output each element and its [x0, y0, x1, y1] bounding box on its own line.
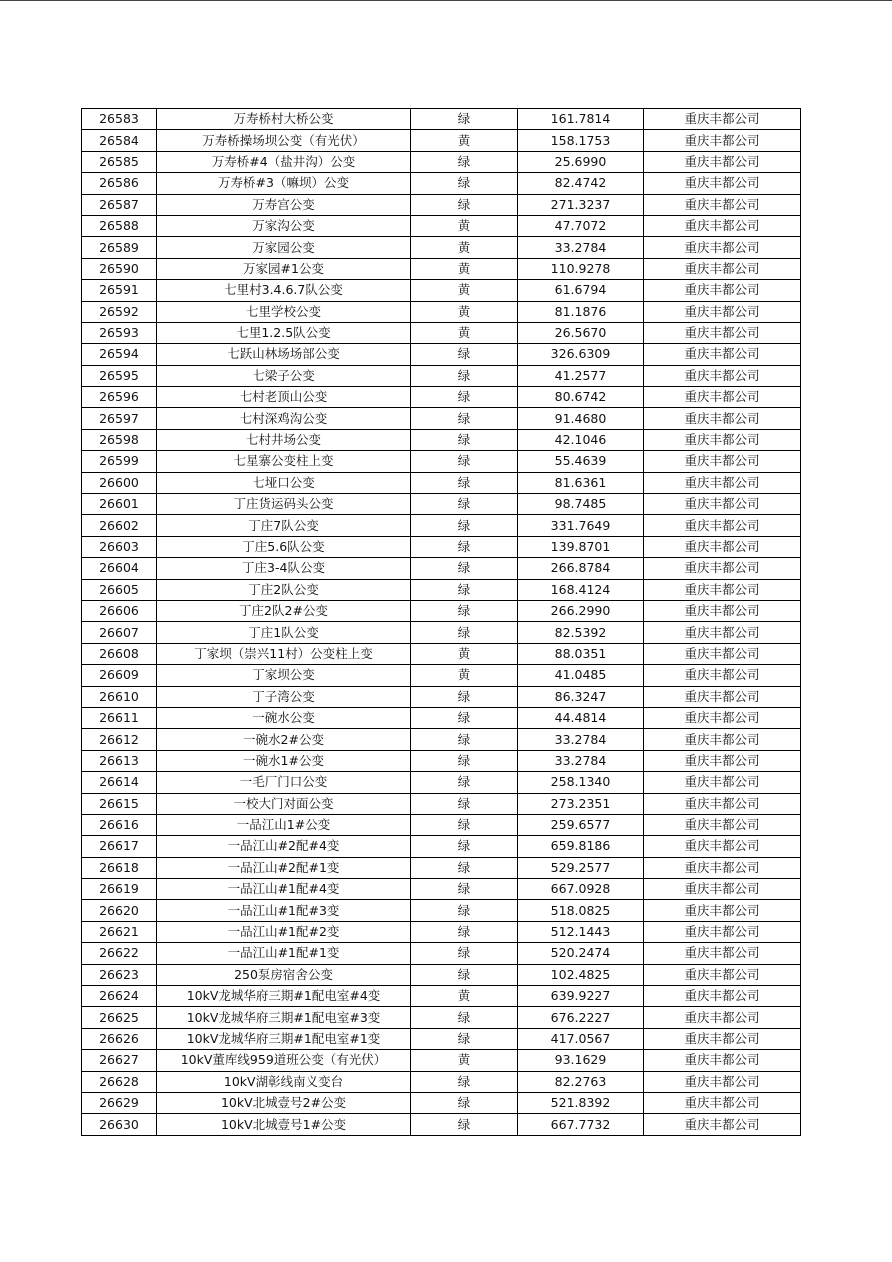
table-row: [82, 665, 801, 686]
table-row: [82, 707, 801, 728]
table-row: [82, 986, 801, 1007]
capacity-value-cell: 88.0351: [518, 643, 644, 664]
transformer-name-cell: 七里村3.4.6.7队公变: [157, 280, 411, 301]
company-name-cell: 重庆丰都公司: [644, 558, 801, 579]
status-color-cell: 绿: [411, 793, 518, 814]
capacity-value-cell: 26.5670: [518, 322, 644, 343]
row-id-cell: 26626: [82, 1028, 157, 1049]
company-name-cell: 重庆丰都公司: [644, 429, 801, 450]
status-color-cell: 黄: [411, 215, 518, 236]
status-color-cell: 绿: [411, 1071, 518, 1092]
company-name-cell: 重庆丰都公司: [644, 900, 801, 921]
transformer-name-cell: 一品江山#1配#1变: [157, 943, 411, 964]
capacity-value-cell: 33.2784: [518, 750, 644, 771]
table-row: [82, 472, 801, 493]
table-row: [82, 793, 801, 814]
row-id-cell: 26595: [82, 365, 157, 386]
transformer-name-cell: 10kV湖彰线南义变台: [157, 1071, 411, 1092]
row-id-cell: 26611: [82, 707, 157, 728]
table-row: [82, 1092, 801, 1113]
status-color-cell: 绿: [411, 151, 518, 172]
capacity-value-cell: 110.9278: [518, 258, 644, 279]
company-name-cell: 重庆丰都公司: [644, 814, 801, 835]
company-name-cell: 重庆丰都公司: [644, 151, 801, 172]
capacity-value-cell: 520.2474: [518, 943, 644, 964]
transformer-name-cell: 丁庄2队公变: [157, 579, 411, 600]
transformer-name-cell: 一品江山#1配#2变: [157, 921, 411, 942]
transformer-name-cell: 丁庄5.6队公变: [157, 536, 411, 557]
row-id-cell: 26589: [82, 237, 157, 258]
capacity-value-cell: 80.6742: [518, 387, 644, 408]
transformer-name-cell: 丁子湾公变: [157, 686, 411, 707]
status-color-cell: 绿: [411, 1028, 518, 1049]
capacity-value-cell: 258.1340: [518, 772, 644, 793]
company-name-cell: 重庆丰都公司: [644, 986, 801, 1007]
status-color-cell: 绿: [411, 879, 518, 900]
capacity-value-cell: 639.9227: [518, 986, 644, 1007]
company-name-cell: 重庆丰都公司: [644, 643, 801, 664]
table-row: [82, 558, 801, 579]
transformer-name-cell: 一品江山#2配#1变: [157, 857, 411, 878]
company-name-cell: 重庆丰都公司: [644, 215, 801, 236]
row-id-cell: 26605: [82, 579, 157, 600]
status-color-cell: 绿: [411, 494, 518, 515]
capacity-value-cell: 41.0485: [518, 665, 644, 686]
row-id-cell: 26585: [82, 151, 157, 172]
table-row: [82, 1071, 801, 1092]
company-name-cell: 重庆丰都公司: [644, 836, 801, 857]
company-name-cell: 重庆丰都公司: [644, 879, 801, 900]
row-id-cell: 26584: [82, 130, 157, 151]
row-id-cell: 26596: [82, 387, 157, 408]
company-name-cell: 重庆丰都公司: [644, 964, 801, 985]
capacity-value-cell: 271.3237: [518, 194, 644, 215]
row-id-cell: 26617: [82, 836, 157, 857]
company-name-cell: 重庆丰都公司: [644, 921, 801, 942]
transformer-name-cell: 10kV龙城华府三期#1配电室#3变: [157, 1007, 411, 1028]
transformer-name-cell: 七垭口公变: [157, 472, 411, 493]
transformer-name-cell: 10kV北城壹号2#公变: [157, 1092, 411, 1113]
company-name-cell: 重庆丰都公司: [644, 1114, 801, 1135]
row-id-cell: 26628: [82, 1071, 157, 1092]
row-id-cell: 26620: [82, 900, 157, 921]
company-name-cell: 重庆丰都公司: [644, 622, 801, 643]
capacity-value-cell: 82.5392: [518, 622, 644, 643]
transformer-name-cell: 万家园公变: [157, 237, 411, 258]
capacity-value-cell: 41.2577: [518, 365, 644, 386]
table-row: [82, 408, 801, 429]
transformer-name-cell: 一校大门对面公变: [157, 793, 411, 814]
company-name-cell: 重庆丰都公司: [644, 408, 801, 429]
transformer-name-cell: 万寿桥村大桥公变: [157, 109, 411, 130]
table-row: [82, 173, 801, 194]
transformer-name-cell: 七村井场公变: [157, 429, 411, 450]
transformer-name-cell: 一品江山1#公变: [157, 814, 411, 835]
company-name-cell: 重庆丰都公司: [644, 665, 801, 686]
row-id-cell: 26593: [82, 322, 157, 343]
status-color-cell: 绿: [411, 408, 518, 429]
table-row: [82, 686, 801, 707]
transformer-name-cell: 万家园#1公变: [157, 258, 411, 279]
table-row: [82, 1114, 801, 1135]
status-color-cell: 绿: [411, 729, 518, 750]
capacity-value-cell: 47.7072: [518, 215, 644, 236]
company-name-cell: 重庆丰都公司: [644, 536, 801, 557]
capacity-value-cell: 61.6794: [518, 280, 644, 301]
transformer-name-cell: 万寿桥#4（盐井沟）公变: [157, 151, 411, 172]
row-id-cell: 26586: [82, 173, 157, 194]
table-row: [82, 1050, 801, 1071]
table-row: [82, 301, 801, 322]
company-name-cell: 重庆丰都公司: [644, 1071, 801, 1092]
transformer-name-cell: 一碗水1#公变: [157, 750, 411, 771]
row-id-cell: 26619: [82, 879, 157, 900]
capacity-value-cell: 55.4639: [518, 451, 644, 472]
table-row: [82, 579, 801, 600]
table-row: [82, 964, 801, 985]
table-row: [82, 729, 801, 750]
row-id-cell: 26609: [82, 665, 157, 686]
company-name-cell: 重庆丰都公司: [644, 280, 801, 301]
table-row: [82, 344, 801, 365]
capacity-value-cell: 44.4814: [518, 707, 644, 728]
status-color-cell: 绿: [411, 622, 518, 643]
row-id-cell: 26599: [82, 451, 157, 472]
page-top-border: [0, 0, 892, 1]
company-name-cell: 重庆丰都公司: [644, 194, 801, 215]
table-row: [82, 258, 801, 279]
company-name-cell: 重庆丰都公司: [644, 472, 801, 493]
status-color-cell: 绿: [411, 707, 518, 728]
capacity-value-cell: 98.7485: [518, 494, 644, 515]
company-name-cell: 重庆丰都公司: [644, 109, 801, 130]
transformer-name-cell: 一碗水2#公变: [157, 729, 411, 750]
transformer-name-cell: 七村老顶山公变: [157, 387, 411, 408]
company-name-cell: 重庆丰都公司: [644, 1092, 801, 1113]
company-name-cell: 重庆丰都公司: [644, 237, 801, 258]
capacity-value-cell: 259.6577: [518, 814, 644, 835]
status-color-cell: 绿: [411, 857, 518, 878]
row-id-cell: 26588: [82, 215, 157, 236]
transformer-name-cell: 一品江山#1配#3变: [157, 900, 411, 921]
company-name-cell: 重庆丰都公司: [644, 515, 801, 536]
capacity-value-cell: 91.4680: [518, 408, 644, 429]
capacity-value-cell: 676.2227: [518, 1007, 644, 1028]
status-color-cell: 黄: [411, 301, 518, 322]
transformer-name-cell: 七跃山林场场部公变: [157, 344, 411, 365]
table-row: [82, 536, 801, 557]
status-color-cell: 绿: [411, 194, 518, 215]
company-name-cell: 重庆丰都公司: [644, 943, 801, 964]
table-row: [82, 750, 801, 771]
company-name-cell: 重庆丰都公司: [644, 729, 801, 750]
table-row: [82, 280, 801, 301]
row-id-cell: 26583: [82, 109, 157, 130]
transformer-name-cell: 丁家坝公变: [157, 665, 411, 686]
row-id-cell: 26627: [82, 1050, 157, 1071]
transformer-name-cell: 七里1.2.5队公变: [157, 322, 411, 343]
row-id-cell: 26601: [82, 494, 157, 515]
transformer-name-cell: 丁庄7队公变: [157, 515, 411, 536]
transformer-name-cell: 七星寨公变柱上变: [157, 451, 411, 472]
capacity-value-cell: 331.7649: [518, 515, 644, 536]
status-color-cell: 绿: [411, 772, 518, 793]
table-row: [82, 1028, 801, 1049]
status-color-cell: 绿: [411, 1114, 518, 1135]
row-id-cell: 26615: [82, 793, 157, 814]
status-color-cell: 黄: [411, 986, 518, 1007]
table-row: [82, 429, 801, 450]
row-id-cell: 26610: [82, 686, 157, 707]
transformer-name-cell: 七梁子公变: [157, 365, 411, 386]
capacity-value-cell: 33.2784: [518, 729, 644, 750]
status-color-cell: 绿: [411, 344, 518, 365]
row-id-cell: 26612: [82, 729, 157, 750]
table-row: [82, 109, 801, 130]
row-id-cell: 26629: [82, 1092, 157, 1113]
company-name-cell: 重庆丰都公司: [644, 130, 801, 151]
status-color-cell: 绿: [411, 536, 518, 557]
company-name-cell: 重庆丰都公司: [644, 258, 801, 279]
status-color-cell: 绿: [411, 429, 518, 450]
transformer-name-cell: 10kV董库线959道班公变（有光伏）: [157, 1050, 411, 1071]
status-color-cell: 绿: [411, 1007, 518, 1028]
table-row: [82, 365, 801, 386]
company-name-cell: 重庆丰都公司: [644, 173, 801, 194]
table-row: [82, 836, 801, 857]
capacity-value-cell: 326.6309: [518, 344, 644, 365]
transformer-name-cell: 七村深鸡沟公变: [157, 408, 411, 429]
table-row: [82, 622, 801, 643]
transformer-name-cell: 万寿宫公变: [157, 194, 411, 215]
table-row: [82, 387, 801, 408]
transformer-name-cell: 丁庄1队公变: [157, 622, 411, 643]
status-color-cell: 绿: [411, 365, 518, 386]
row-id-cell: 26594: [82, 344, 157, 365]
table-row: [82, 943, 801, 964]
transformer-name-cell: 一品江山#1配#4变: [157, 879, 411, 900]
table-row: [82, 857, 801, 878]
table-row: [82, 151, 801, 172]
row-id-cell: 26621: [82, 921, 157, 942]
table-row: [82, 921, 801, 942]
company-name-cell: 重庆丰都公司: [644, 600, 801, 621]
capacity-value-cell: 659.8186: [518, 836, 644, 857]
table-row: [82, 643, 801, 664]
capacity-value-cell: 82.4742: [518, 173, 644, 194]
company-name-cell: 重庆丰都公司: [644, 387, 801, 408]
status-color-cell: 绿: [411, 472, 518, 493]
table-row: [82, 1007, 801, 1028]
status-color-cell: 绿: [411, 943, 518, 964]
company-name-cell: 重庆丰都公司: [644, 344, 801, 365]
capacity-value-cell: 81.6361: [518, 472, 644, 493]
table-row: [82, 237, 801, 258]
capacity-value-cell: 518.0825: [518, 900, 644, 921]
transformer-name-cell: 一毛厂门口公变: [157, 772, 411, 793]
company-name-cell: 重庆丰都公司: [644, 1050, 801, 1071]
transformer-name-cell: 丁庄2队2#公变: [157, 600, 411, 621]
table-row: [82, 194, 801, 215]
status-color-cell: 绿: [411, 921, 518, 942]
company-name-cell: 重庆丰都公司: [644, 793, 801, 814]
company-name-cell: 重庆丰都公司: [644, 772, 801, 793]
row-id-cell: 26603: [82, 536, 157, 557]
capacity-value-cell: 266.2990: [518, 600, 644, 621]
table-row: [82, 600, 801, 621]
status-color-cell: 绿: [411, 750, 518, 771]
row-id-cell: 26608: [82, 643, 157, 664]
transformer-name-cell: 万寿桥#3（嘛坝）公变: [157, 173, 411, 194]
status-color-cell: 绿: [411, 964, 518, 985]
status-color-cell: 黄: [411, 237, 518, 258]
company-name-cell: 重庆丰都公司: [644, 579, 801, 600]
capacity-value-cell: 266.8784: [518, 558, 644, 579]
company-name-cell: 重庆丰都公司: [644, 750, 801, 771]
row-id-cell: 26587: [82, 194, 157, 215]
row-id-cell: 26590: [82, 258, 157, 279]
capacity-value-cell: 93.1629: [518, 1050, 644, 1071]
company-name-cell: 重庆丰都公司: [644, 365, 801, 386]
status-color-cell: 绿: [411, 600, 518, 621]
company-name-cell: 重庆丰都公司: [644, 707, 801, 728]
table-row: [82, 322, 801, 343]
row-id-cell: 26597: [82, 408, 157, 429]
capacity-value-cell: 417.0567: [518, 1028, 644, 1049]
company-name-cell: 重庆丰都公司: [644, 451, 801, 472]
company-name-cell: 重庆丰都公司: [644, 322, 801, 343]
transformer-name-cell: 丁庄3-4队公变: [157, 558, 411, 579]
table-row: [82, 515, 801, 536]
status-color-cell: 绿: [411, 814, 518, 835]
status-color-cell: 绿: [411, 515, 518, 536]
company-name-cell: 重庆丰都公司: [644, 857, 801, 878]
capacity-value-cell: 82.2763: [518, 1071, 644, 1092]
transformer-name-cell: 丁家坝（崇兴11村）公变柱上变: [157, 643, 411, 664]
status-color-cell: 绿: [411, 558, 518, 579]
status-color-cell: 黄: [411, 258, 518, 279]
row-id-cell: 26604: [82, 558, 157, 579]
row-id-cell: 26630: [82, 1114, 157, 1135]
table-row: [82, 130, 801, 151]
row-id-cell: 26607: [82, 622, 157, 643]
transformer-name-cell: 七里学校公变: [157, 301, 411, 322]
status-color-cell: 黄: [411, 130, 518, 151]
capacity-value-cell: 667.0928: [518, 879, 644, 900]
transformer-name-cell: 丁庄货运码头公变: [157, 494, 411, 515]
row-id-cell: 26618: [82, 857, 157, 878]
status-color-cell: 黄: [411, 643, 518, 664]
capacity-value-cell: 42.1046: [518, 429, 644, 450]
capacity-value-cell: 273.2351: [518, 793, 644, 814]
row-id-cell: 26622: [82, 943, 157, 964]
transformer-name-cell: 万家沟公变: [157, 215, 411, 236]
capacity-value-cell: 102.4825: [518, 964, 644, 985]
table-row: [82, 900, 801, 921]
capacity-value-cell: 33.2784: [518, 237, 644, 258]
capacity-value-cell: 521.8392: [518, 1092, 644, 1113]
row-id-cell: 26598: [82, 429, 157, 450]
transformer-name-cell: 一品江山#2配#4变: [157, 836, 411, 857]
status-color-cell: 黄: [411, 322, 518, 343]
transformer-name-cell: 10kV北城壹号1#公变: [157, 1114, 411, 1135]
row-id-cell: 26623: [82, 964, 157, 985]
transformer-name-cell: 250泵房宿舍公变: [157, 964, 411, 985]
row-id-cell: 26591: [82, 280, 157, 301]
table-body: [82, 109, 801, 1136]
company-name-cell: 重庆丰都公司: [644, 494, 801, 515]
status-color-cell: 黄: [411, 280, 518, 301]
status-color-cell: 黄: [411, 665, 518, 686]
status-color-cell: 绿: [411, 173, 518, 194]
table-row: [82, 814, 801, 835]
status-color-cell: 绿: [411, 387, 518, 408]
capacity-value-cell: 86.3247: [518, 686, 644, 707]
table-row: [82, 451, 801, 472]
capacity-value-cell: 161.7814: [518, 109, 644, 130]
table-row: [82, 772, 801, 793]
row-id-cell: 26616: [82, 814, 157, 835]
capacity-value-cell: 25.6990: [518, 151, 644, 172]
row-id-cell: 26592: [82, 301, 157, 322]
table-row: [82, 879, 801, 900]
status-color-cell: 绿: [411, 836, 518, 857]
capacity-value-cell: 139.8701: [518, 536, 644, 557]
capacity-value-cell: 158.1753: [518, 130, 644, 151]
row-id-cell: 26606: [82, 600, 157, 621]
table-row: [82, 494, 801, 515]
transformer-name-cell: 一碗水公变: [157, 707, 411, 728]
capacity-value-cell: 667.7732: [518, 1114, 644, 1135]
status-color-cell: 绿: [411, 579, 518, 600]
row-id-cell: 26602: [82, 515, 157, 536]
status-color-cell: 绿: [411, 900, 518, 921]
row-id-cell: 26613: [82, 750, 157, 771]
capacity-value-cell: 168.4124: [518, 579, 644, 600]
status-color-cell: 绿: [411, 109, 518, 130]
status-color-cell: 绿: [411, 686, 518, 707]
capacity-value-cell: 512.1443: [518, 921, 644, 942]
company-name-cell: 重庆丰都公司: [644, 686, 801, 707]
transformer-name-cell: 10kV龙城华府三期#1配电室#1变: [157, 1028, 411, 1049]
table-row: [82, 215, 801, 236]
status-color-cell: 黄: [411, 1050, 518, 1071]
transformer-name-cell: 10kV龙城华府三期#1配电室#4变: [157, 986, 411, 1007]
transformer-name-cell: 万寿桥操场坝公变（有光伏）: [157, 130, 411, 151]
company-name-cell: 重庆丰都公司: [644, 301, 801, 322]
row-id-cell: 26624: [82, 986, 157, 1007]
row-id-cell: 26625: [82, 1007, 157, 1028]
status-color-cell: 绿: [411, 1092, 518, 1113]
transformer-table: [81, 108, 801, 1136]
company-name-cell: 重庆丰都公司: [644, 1007, 801, 1028]
capacity-value-cell: 529.2577: [518, 857, 644, 878]
capacity-value-cell: 81.1876: [518, 301, 644, 322]
row-id-cell: 26600: [82, 472, 157, 493]
status-color-cell: 绿: [411, 451, 518, 472]
company-name-cell: 重庆丰都公司: [644, 1028, 801, 1049]
row-id-cell: 26614: [82, 772, 157, 793]
